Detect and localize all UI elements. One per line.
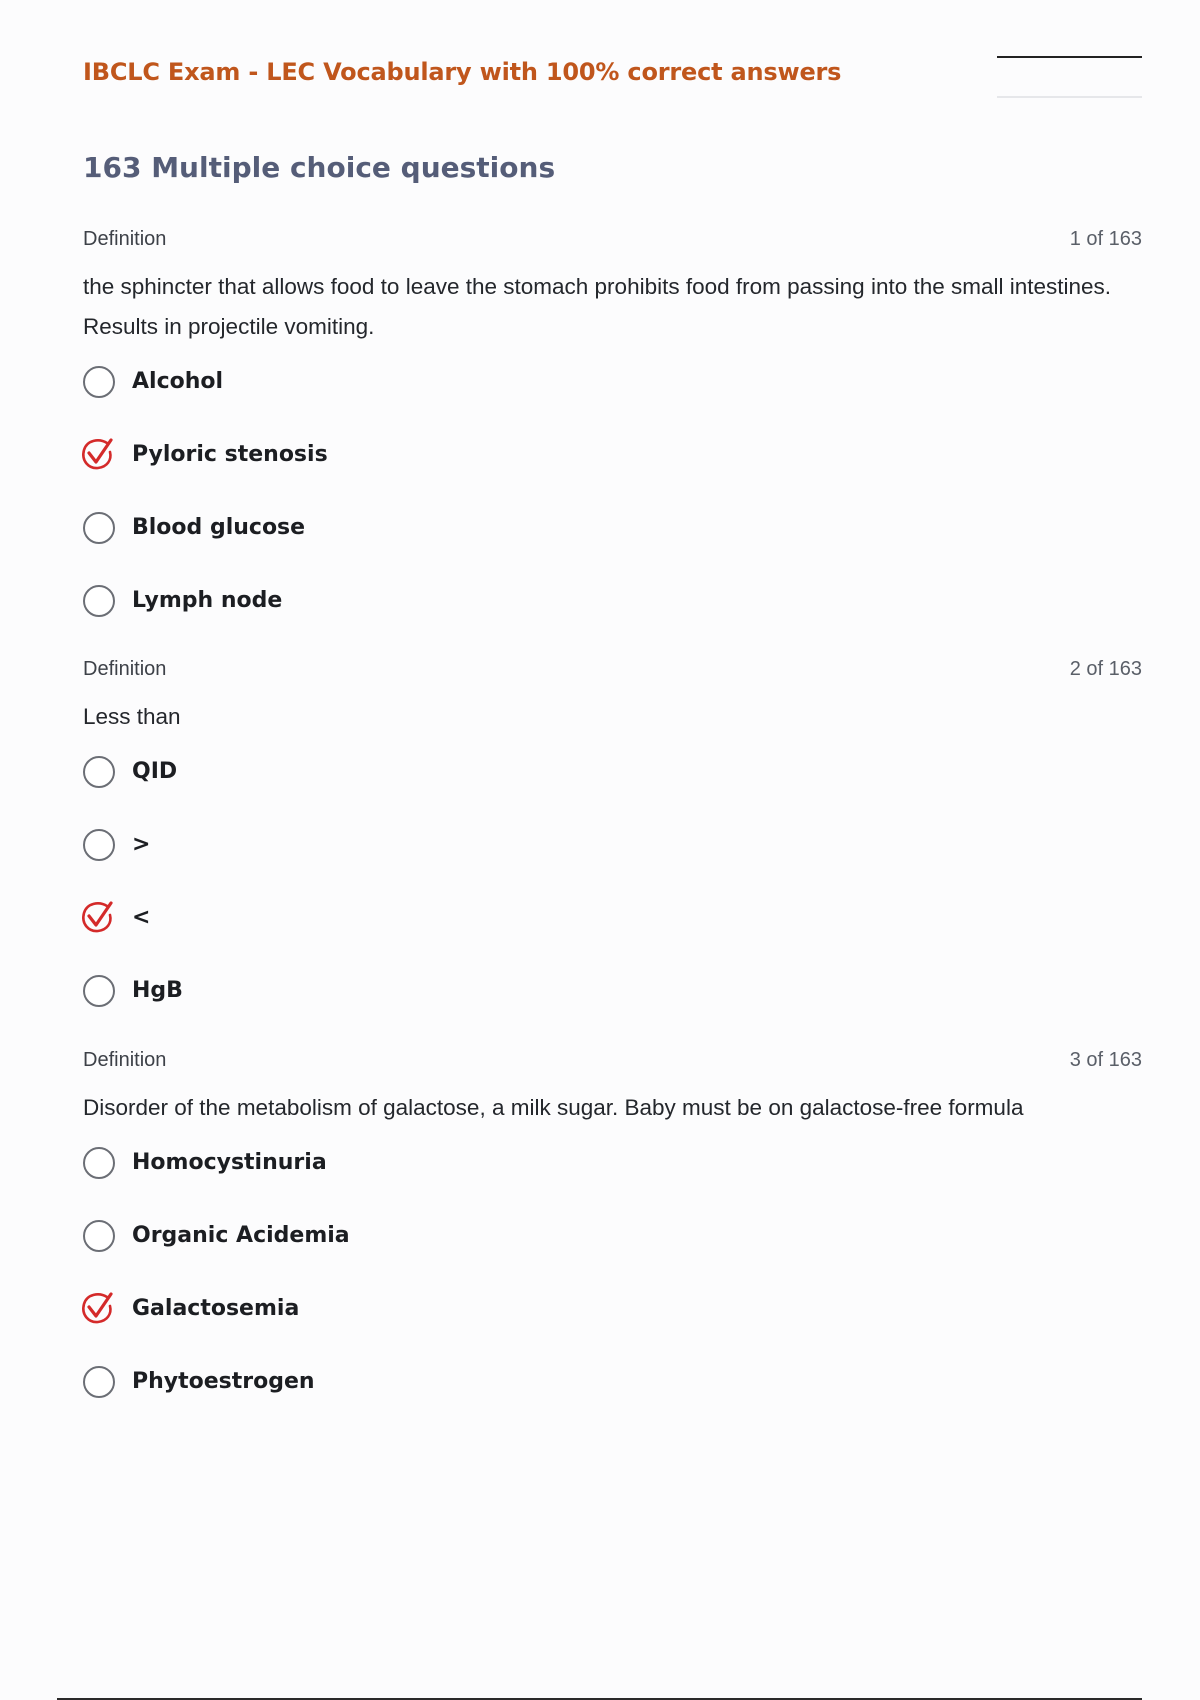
header-divider (997, 56, 1142, 58)
answer-option-label: Galactosemia (132, 1296, 300, 1321)
question-label: Definition (83, 658, 167, 680)
radio-button[interactable] (83, 1366, 115, 1398)
answer-options (83, 750, 1142, 1042)
radio-button[interactable] (83, 366, 115, 398)
radio-button[interactable] (83, 512, 115, 544)
radio-button[interactable] (83, 585, 115, 617)
radio-button[interactable] (83, 1147, 115, 1179)
question-1 (83, 228, 1142, 652)
answer-option[interactable] (83, 896, 1142, 969)
answer-option[interactable] (83, 823, 1142, 896)
question-counter: 3 of 163 (1069, 1049, 1142, 1071)
answer-option[interactable] (83, 1214, 1142, 1287)
answer-option[interactable] (83, 1141, 1142, 1214)
answer-option[interactable] (83, 750, 1142, 823)
radio-button[interactable] (83, 829, 115, 861)
answer-option-label: QID (132, 759, 178, 784)
question-label: Definition (83, 1049, 167, 1071)
answer-option-label: Alcohol (132, 369, 224, 394)
question-text: Less than (83, 704, 181, 729)
question-counter: 2 of 163 (1069, 658, 1142, 680)
answer-option[interactable] (83, 506, 1142, 579)
question-text: Disorder of the metabolism of galactose, a milk sugar. Baby must be on galactose-free formula (83, 1095, 1024, 1120)
answer-option-label: Phytoestrogen (132, 1369, 315, 1394)
header-divider-light (997, 96, 1142, 98)
answer-option-label: Organic Acidemia (132, 1223, 350, 1248)
section-title: 163 Multiple choice questions (83, 151, 556, 184)
answer-option[interactable] (83, 360, 1142, 433)
answer-option[interactable] (83, 433, 1142, 506)
checkmark-icon (73, 894, 123, 944)
answer-option[interactable] (83, 1360, 1142, 1433)
answer-option-label: Homocystinuria (132, 1150, 327, 1175)
checkmark-icon (73, 1285, 123, 1335)
document-title: IBCLC Exam - LEC Vocabulary with 100% correct answers (83, 58, 842, 86)
answer-option[interactable] (83, 969, 1142, 1042)
answer-option-label: Pyloric stenosis (132, 442, 328, 467)
radio-button[interactable] (83, 1220, 115, 1252)
answer-option-label: < (132, 905, 151, 930)
checkmark-icon (73, 431, 123, 481)
question-text: the sphincter that allows food to leave the stomach prohibits food from passing into the small intestines. Results in projectile vomiting. (83, 274, 1112, 339)
answer-option-label: Blood glucose (132, 515, 306, 540)
radio-button[interactable] (83, 975, 115, 1007)
answer-option-label: HgB (132, 978, 183, 1003)
answer-options (83, 1141, 1142, 1433)
answer-option[interactable] (83, 579, 1142, 652)
radio-button[interactable] (83, 756, 115, 788)
answer-option-label: Lymph node (132, 588, 283, 613)
question-2 (83, 658, 1142, 1042)
question-3 (83, 1049, 1142, 1433)
answer-option[interactable] (83, 1287, 1142, 1360)
answer-option-label: > (132, 832, 151, 857)
answer-options (83, 360, 1142, 652)
question-counter: 1 of 163 (1069, 228, 1142, 250)
question-label: Definition (83, 228, 167, 250)
